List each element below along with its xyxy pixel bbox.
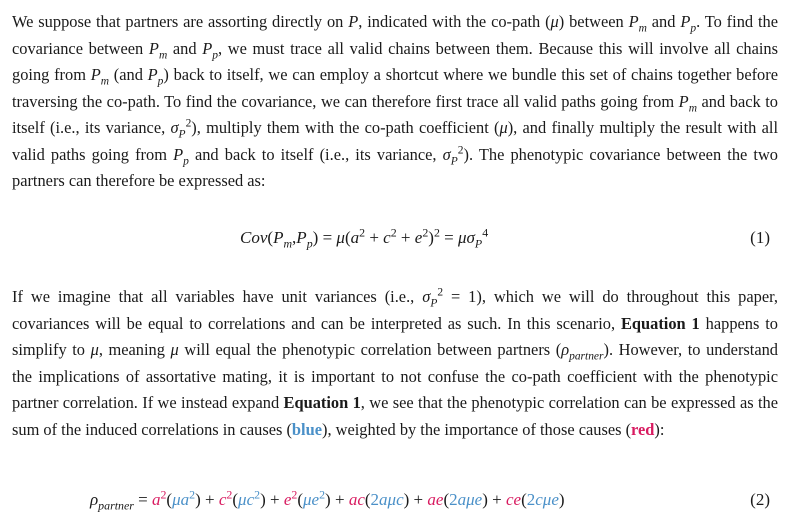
equation-1-reference[interactable]: Equation 1 bbox=[283, 393, 361, 412]
equation-2 bbox=[12, 487, 778, 520]
equation-1-body: $Cov(P_m,P_p) = \mu(a^2 + c^2 + e^2)^2 = \mu\sigma_P^4$ bbox=[240, 225, 489, 251]
paragraph-partner-correlation: If we imagine that all variables have unit variances (i.e., $\sigma_P^2 = 1$), which we will do throughout this paper, covariances will be equal to correlations and can be interpreted as such. In this scenario, Equation 1 happens to simplify to μ, meaning μ will equal the phenotypic correlation between partners $(\rho_{partner})$. However, to understand the implications of assortative mating, it is important to not confuse the co-path coefficient with the phenotypic partner correlation. If we instead expand Equation 1, we see that the phenotypic correlation can be expressed as the sum of the induced correlations in causes (blue), weighted by the importance of those causes (red): bbox=[12, 286, 779, 439]
blue-keyword: blue bbox=[291, 419, 322, 439]
red-keyword: red bbox=[631, 419, 655, 439]
paragraph-covariance-derivation: We suppose that partners are assorting directly on P, indicated with the co-path (μ) between $P_m$ and $P_p$. To find the covariance between $P_m$ and $P_p$, we must trace all valid chains between them. Because this will involve all chains going from $P_m$ (and $P_p$) back to itself, we can employ a shortcut where we bundle this set of chains together before traversing the co-path. To find the covariance, we can therefore first trace all valid paths going from $P_m$ and back to itself (i.e., its variance, $\sigma_P^2$), multiply them with the co-path coefficient (μ), and finally multiply the result with all valid paths going from $P_p$ and back to itself (i.e., its variance, $\sigma_P^2$). The phenotypic covariance between the two partners can therefore be expressed as: bbox=[12, 12, 778, 190]
equation-2-body: $\rho_{partner} = a^2(\mu a^2) + c^2(\mu c^2) + e^2(\mu e^2) + ac(2a\mu c) + ae(2a\mu e) + ce(2c\mu e)$ bbox=[90, 487, 565, 513]
equation-1 bbox=[12, 225, 778, 258]
equation-2-number: (2) bbox=[750, 490, 770, 509]
equation-1-number: (1) bbox=[750, 228, 770, 247]
equation-1-reference[interactable]: Equation 1 bbox=[620, 313, 700, 333]
